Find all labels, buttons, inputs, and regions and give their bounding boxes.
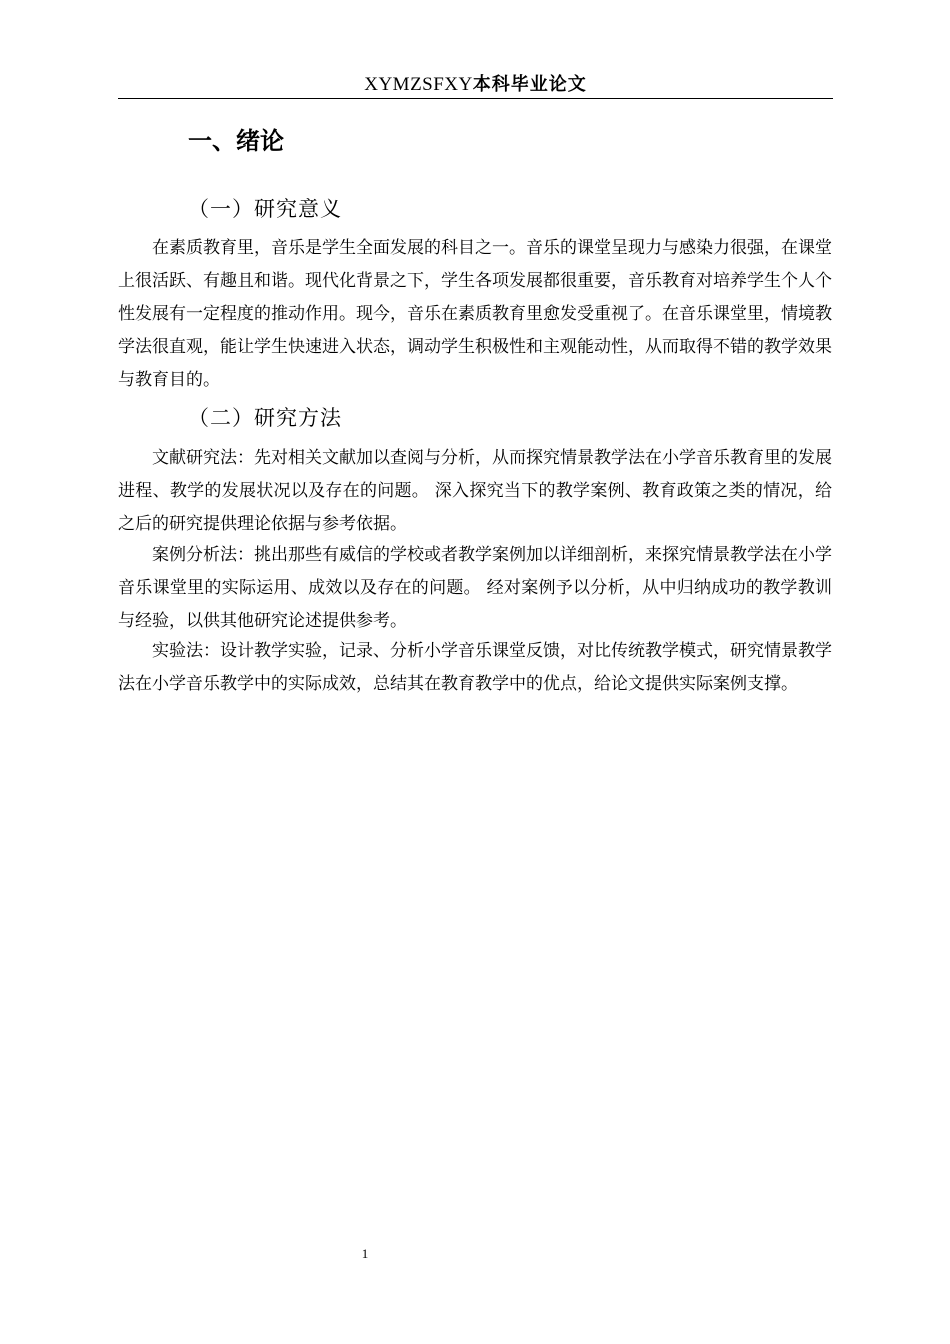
section-title-significance: （一）研究意义 — [188, 197, 342, 221]
chapter-title: 一、绪论 — [188, 127, 284, 155]
header-code: XYMZSFXY — [364, 74, 473, 95]
section-title-methods: （二）研究方法 — [188, 406, 342, 430]
page-number: 1 — [361, 1246, 369, 1261]
paragraph-experiment-method: 实验法：设计教学实验，记录、分析小学音乐课堂反馈，对比传统教学模式，研究情景教学法在小学音乐教学中的实际成效，总结其在教育教学中的优点，给论文提供实际案例支撑。 — [118, 641, 832, 694]
paragraph-significance: 在素质教育里，音乐是学生全面发展的科目之一。音乐的课堂呈现力与感染力很强，在课堂上很活跃、有趣且和谐。现代化背景之下，学生各项发展都很重要，音乐教育对培养学生个人个性发展有一定程度的推动作用。现今，音乐在素质教育里愈发受重视了。在音乐课堂里，情境教学法很直观，能让学生快速进入状态，调动学生积极性和主观能动性，从而取得不错的教学效果与教育目的。 — [118, 238, 832, 390]
header-title: 本科毕业论文 — [472, 74, 587, 95]
page-header — [118, 70, 833, 99]
paragraph-case-analysis-method: 案例分析法：挑出那些有威信的学校或者教学案例加以详细剖析，来探究情景教学法在小学音乐课堂里的实际运用、成效以及存在的问题。 经对案例予以分析，从中归纳成功的教学教训与经验，以供其他研究论述提供参考。 — [118, 545, 832, 631]
paragraph-literature-method: 文献研究法：先对相关文献加以查阅与分析，从而探究情景教学法在小学音乐教育里的发展进程、教学的发展状况以及存在的问题。 深入探究当下的教学案例、教育政策之类的情况，给之后的研究提供理论依据与参考依据。 — [118, 448, 832, 534]
